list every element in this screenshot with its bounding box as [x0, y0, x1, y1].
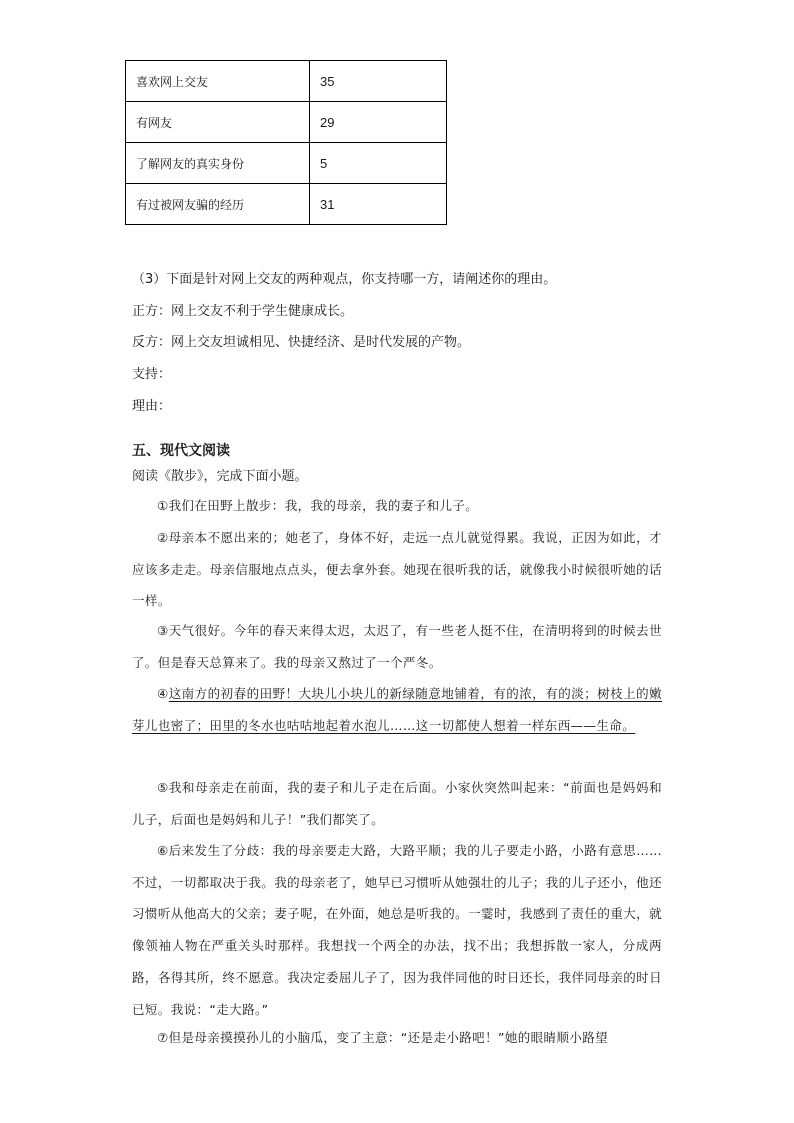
section-title: 五、现代文阅读 — [132, 443, 230, 459]
paragraph-5: ⑤我和母亲走在前面，我的妻子和儿子走在后面。小家伙突然叫起来：“前面也是妈妈和儿子，后面也是妈妈和儿子！”我们都笑了。 — [132, 780, 662, 827]
paragraph-number: ④ — [157, 686, 169, 701]
paragraph-7: ⑦但是母亲摸摸孙儿的小脑瓜，变了主意：“还是走小路吧！”她的眼睛顺小路望 — [157, 1030, 609, 1045]
underlined-passage: 这南方的初春的田野！大块儿小块儿的新绿随意地铺着，有的浓，有的淡；树枝上的嫩芽儿也密了；田里的冬水也咕咕地起着水泡儿……这一切都使人想着一样东西——生命。 — [132, 686, 663, 733]
paragraph-3: ③天气很好。今年的春天来得太迟，太迟了，有一些老人挺不住，在清明将到的时候去世了。但是春天总算来了。我的母亲又熬过了一个严冬。 — [132, 623, 662, 670]
row-label: 有网友 — [126, 102, 310, 143]
table-row — [126, 61, 447, 102]
row-value: 31 — [310, 184, 447, 225]
row-label: 有过被网友骗的经历 — [126, 184, 310, 225]
paragraph-1: ①我们在田野上散步：我，我的母亲，我的妻子和儿子。 — [157, 498, 479, 513]
reading-instruction: 阅读《散步》，完成下面小题。 — [132, 469, 308, 484]
row-label: 喜欢网上交友 — [126, 61, 310, 102]
question3-prompt: （3）下面是针对网上交友的两种观点，你支持哪一方，请阐述你的理由。 — [132, 272, 557, 287]
support-label: 支持： — [132, 367, 172, 382]
row-value: 35 — [310, 61, 447, 102]
table-row — [126, 184, 447, 225]
survey-table — [125, 60, 447, 225]
reason-label: 理由： — [132, 399, 172, 414]
row-label: 了解网友的真实身份 — [126, 143, 310, 184]
pro-viewpoint: 正方：网上交友不利于学生健康成长。 — [132, 304, 354, 319]
table-row — [126, 143, 447, 184]
paragraph-4 — [132, 678, 662, 741]
paragraph-6: ⑥后来发生了分歧：我的母亲要走大路，大路平顺；我的儿子要走小路，小路有意思……不过，一切都取决于我。我的母亲老了，她早已习惯听从她强壮的儿子；我的儿子还小，他还习惯听从他高大的父亲；妻子呢，在外面，她总是听我的。一霎时，我感到了责任的重大，就像领袖人物在严重关头时那样。我想找一个两全的办法，找不出；我想拆散一家人，分成两路，各得其所，终不愿意。我决定委屈儿子了，因为我伴同他的时日还长，我伴同母亲的时日已短。我说：“走大路。” — [132, 843, 662, 1017]
table-row — [126, 102, 447, 143]
row-value: 29 — [310, 102, 447, 143]
paragraph-2: ②母亲本不愿出来的；她老了，身体不好，走远一点儿就觉得累。我说，正因为如此，才应该多走走。母亲信服地点点头，便去拿外套。她现在很听我的话，就像我小时候很听她的话一样。 — [132, 530, 662, 609]
con-viewpoint: 反方：网上交友坦诚相见、快捷经济、是时代发展的产物。 — [132, 335, 471, 350]
row-value: 5 — [310, 143, 447, 184]
